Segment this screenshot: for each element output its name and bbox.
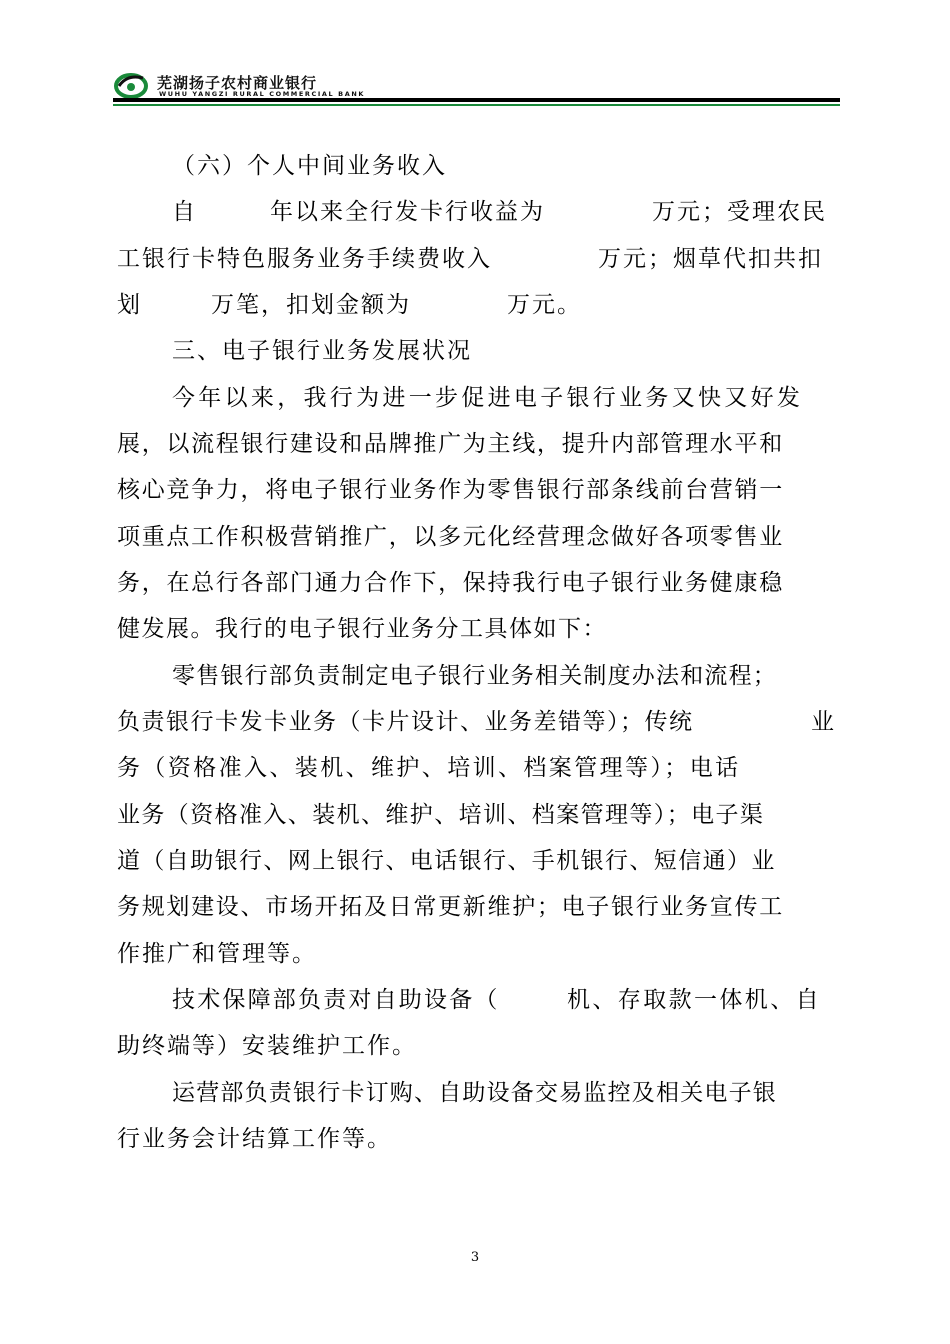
text-segment: 业务（资格准入、装机、维护、培训、档案管理等）；电子渠 [117,802,765,828]
text-line [117,194,837,230]
header-rule-accent [113,104,840,106]
text-segment: 健发展。我行的电子银行业务分工具体如下： [117,616,607,642]
text-line [117,982,837,1018]
text-segment: 助终端等）安装维护工作。 [117,1033,417,1059]
text-line [117,889,837,925]
text-segment: 零售银行部负责制定电子银行业务相关制度办法和流程； [172,663,777,689]
text-line [117,333,837,369]
text-line [117,843,837,879]
text-line [117,380,837,416]
text-segment: 万笔，扣划金额为 [211,292,411,318]
text-segment: 作推广和管理等。 [117,941,317,967]
text-segment: 自 [172,199,197,225]
text-segment: 核心竞争力，将电子银行业务作为零售银行部条线前台营销一 [117,477,784,503]
text-segment: 运营部负责银行卡订购、自助设备交易监控及相关电子银 [172,1080,777,1106]
text-line [117,287,837,323]
text-line [117,704,837,740]
header-rule [113,98,840,102]
text-segment: 务，在总行各部门通力合作下，保持我行电子银行业务健康稳 [117,570,784,596]
text-segment: 务（资格准入、装机、维护、培训、档案管理等）；电话 [117,755,741,781]
section-heading: 三、电子银行业务发展状况 [172,338,472,364]
text-line [117,658,837,694]
text-segment: 今年以来，我行为进一步促进电子银行业务又快又好发 [172,385,804,411]
text-line [117,565,837,601]
text-segment: 务规划建设、市场开拓及日常更新维护；电子银行业务宣传工 [117,894,784,920]
text-segment: 万元。 [507,292,582,318]
text-line [117,241,837,277]
text-segment: 展，以流程银行建设和品牌推广为主线，提升内部管理水平和 [117,431,784,457]
text-segment: 划 [117,292,142,318]
text-segment: 工银行卡特色服务业务手续费收入 [117,246,492,272]
text-segment: 业 [811,709,836,735]
text-segment: 机、存取款一体机、自 [567,987,821,1013]
text-line [117,426,837,462]
text-line [117,1075,837,1111]
text-segment: 行业务会计结算工作等。 [117,1126,392,1152]
text-line [117,1121,837,1157]
section-heading: （六）个人中间业务收入 [172,153,447,179]
text-line [117,611,837,647]
text-segment: 年以来全行发卡行收益为 [270,199,545,225]
text-line [117,472,837,508]
text-line [117,750,837,786]
page-number: 3 [470,1250,480,1265]
text-segment: 负责银行卡发卡业务（卡片设计、业务差错等）；传统 [117,709,694,735]
bank-logo-icon [113,70,153,100]
text-segment: 道（自助银行、网上银行、电话银行、手机银行、短信通）业 [117,848,776,874]
text-line [117,519,837,555]
bank-name: 芜湖扬子农村商业银行 [157,74,318,92]
text-line [117,936,837,972]
text-line [117,148,837,184]
text-line [117,797,837,833]
text-segment: 技术保障部负责对自助设备（ [172,987,500,1013]
bank-name-english: WUHU YANGZI RURAL COMMERCIAL BANK [159,90,366,98]
text-segment: 万元；烟草代扣共扣 [598,246,823,272]
text-segment: 万元；受理农民 [652,199,827,225]
text-line [117,1028,837,1064]
text-segment: 项重点工作积极营销推广，以多元化经营理念做好各项零售业 [117,524,784,550]
